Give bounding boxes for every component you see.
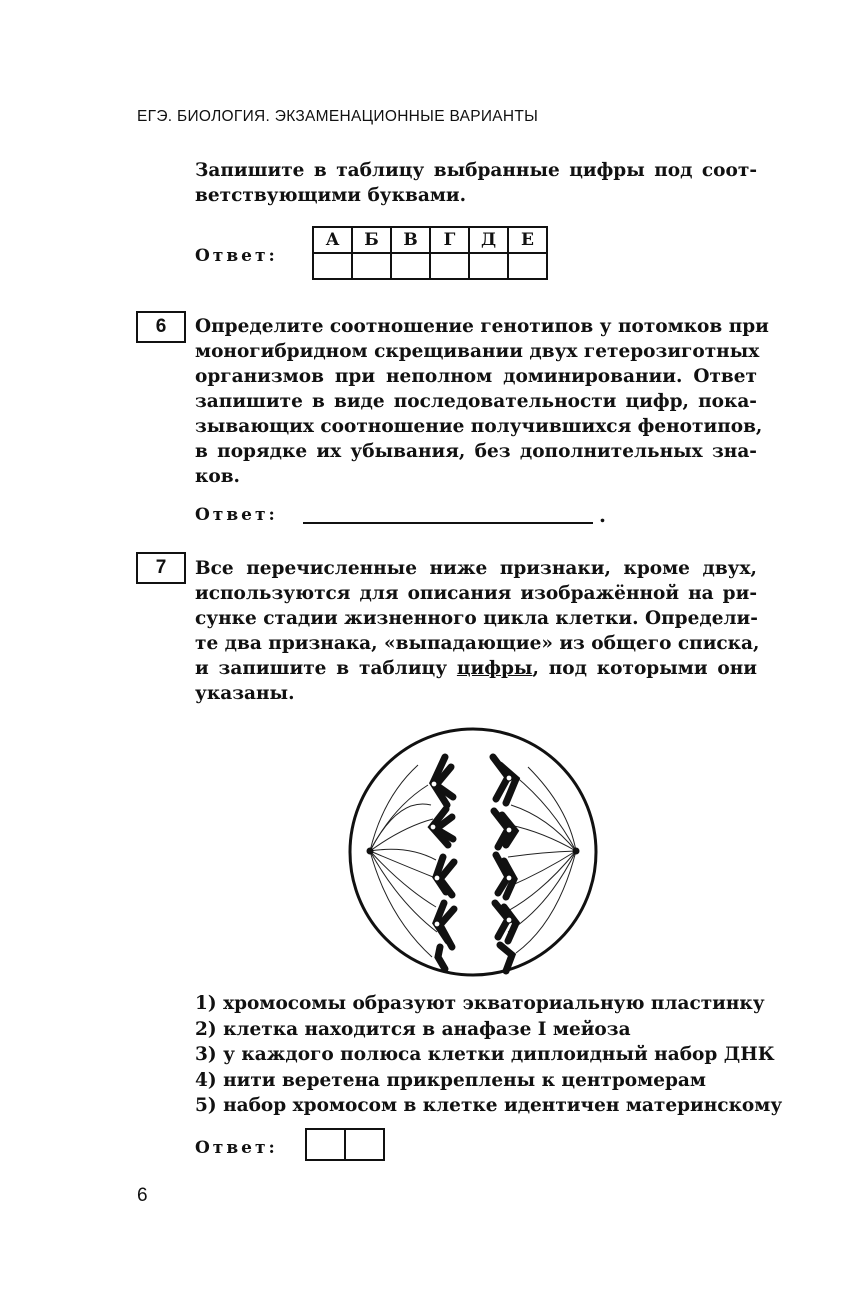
underlined-word: цифры: [456, 658, 533, 679]
left-centriole: [367, 848, 374, 855]
q6-line: запишите в виде последовательности цифр, пока-: [195, 391, 757, 412]
letter-cell: А: [313, 227, 352, 253]
answer-label-3: Ответ:: [195, 1138, 278, 1158]
answer-line-dot: .: [599, 503, 606, 527]
q6-line: в порядке их убывания, без дополнительных зна-: [195, 441, 757, 462]
page-number: 6: [137, 1185, 148, 1206]
answer-cell[interactable]: [345, 1129, 384, 1160]
letter-cell: В: [391, 227, 430, 253]
q6-line: моногибридном скрещивании двух гетерозиготных: [195, 341, 760, 362]
option-3: 3) у каждого полюса клетки диплоидный набор ДНК: [195, 1044, 775, 1065]
letter-cell: Б: [352, 227, 391, 253]
two-digit-answer-table: [305, 1128, 385, 1161]
intro-paragraph: [195, 158, 757, 208]
question-6-number: 6: [136, 311, 186, 343]
q6-line: организмов при неполном доминировании. Ответ: [195, 366, 757, 387]
answer-cell[interactable]: [313, 253, 352, 279]
intro-line: Запишите в таблицу выбранные цифры под соот-: [195, 160, 757, 181]
letter-cell: Е: [508, 227, 547, 253]
answer-label-2: Ответ:: [195, 505, 278, 525]
right-centriole: [573, 848, 580, 855]
question-7-number: 7: [136, 552, 186, 584]
answer-cell[interactable]: [352, 253, 391, 279]
q7-line: сунке стадии жизненного цикла клетки. Определи-: [195, 608, 758, 629]
answer-cell[interactable]: [430, 253, 469, 279]
question-6-text: [195, 314, 769, 489]
question-7-text: [195, 556, 760, 706]
answer-cell[interactable]: [391, 253, 430, 279]
running-header: ЕГЭ. БИОЛОГИЯ. ЭКЗАМЕНАЦИОННЫЕ ВАРИАНТЫ: [137, 108, 539, 125]
q7-line: Все перечисленные ниже признаки, кроме двух,: [195, 558, 757, 579]
letter-cell: Д: [469, 227, 508, 253]
answer-label-1: Ответ:: [195, 246, 278, 266]
answer-cell[interactable]: [508, 253, 547, 279]
left-chromosomes: [432, 757, 454, 969]
intro-line: ветствующими буквами.: [195, 185, 467, 206]
option-2: 2) клетка находится в анафазе I мейоза: [195, 1018, 631, 1040]
q7-line: используются для описания изображённой на ри-: [195, 583, 757, 604]
q7-line: те два признака, «выпадающие» из общего списка,: [195, 633, 760, 654]
right-chromosomes: [493, 757, 516, 971]
q7-line: указаны.: [195, 683, 295, 704]
q6-line: зывающих соотношение получившихся фенотипов,: [195, 416, 763, 437]
letters-answer-table: [312, 226, 548, 280]
option-4: 4) нити веретена прикреплены к центромерам: [195, 1069, 706, 1091]
letter-cell: Г: [430, 227, 469, 253]
answer-line[interactable]: [303, 521, 593, 524]
option-5: 5) набор хромосом в клетке идентичен материнскому: [195, 1095, 783, 1116]
q6-line: Определите соотношение генотипов у потомков при: [195, 316, 769, 337]
spindle-fibers-left: [370, 765, 438, 957]
options-list: [195, 991, 783, 1119]
q6-line: ков.: [195, 466, 240, 487]
answer-cell[interactable]: [306, 1129, 345, 1160]
q7-line-5: и запишите в таблицу цифры, под которыми они: [195, 658, 757, 679]
option-1: 1) хромосомы образуют экваториальную пластинку: [195, 993, 765, 1014]
answer-cell[interactable]: [469, 253, 508, 279]
cell-anaphase-figure: [348, 727, 598, 977]
